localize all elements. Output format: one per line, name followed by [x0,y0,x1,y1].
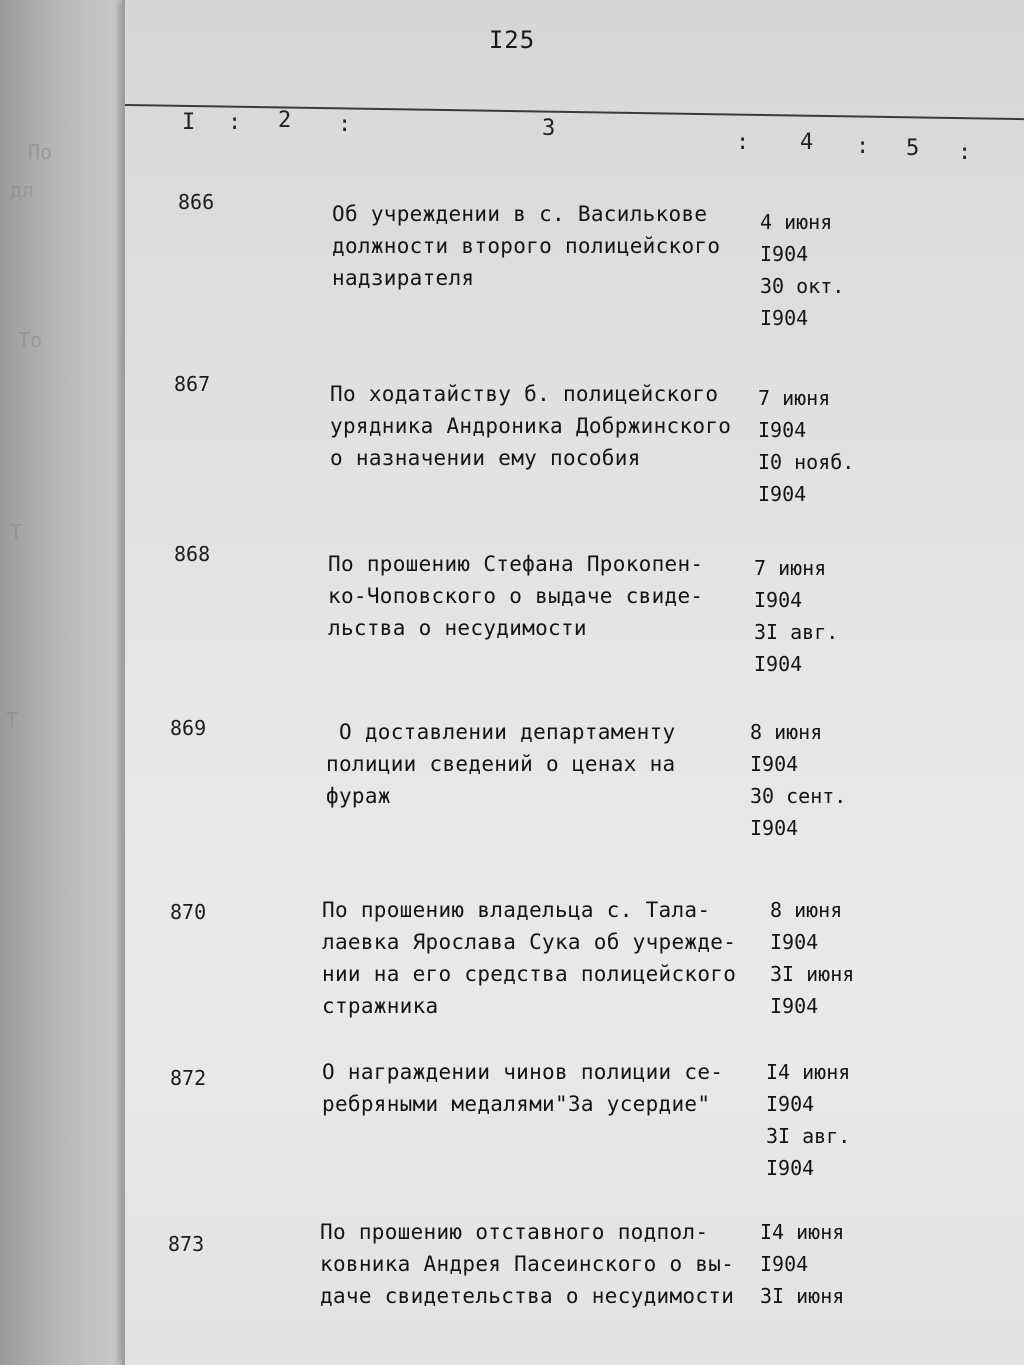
entry-number: 873 [168,1232,205,1256]
entry-date-line: I4 июня [760,1220,845,1244]
entry-title-line: должности второго полицейского [332,234,721,258]
entry-dates [754,552,838,680]
entry-date-line: 30 сент. [750,784,847,808]
entry-title-line: О доставлении департаменту [326,720,676,744]
entry-title-line: ковника Андрея Пасеинского о вы- [320,1252,735,1276]
page-number: I25 [488,26,536,54]
entry-title-line: фураж [326,784,391,808]
entry-date-line: 4 июня [760,210,833,234]
entry-date-line: 3I авг. [754,620,839,644]
entry-date-line: I904 [754,588,803,612]
column-header: 4 [800,130,814,155]
entry-title-line: полиции сведений о ценах на [326,752,676,776]
entry-number: 872 [170,1066,207,1090]
entry-date-line: 3I июня [760,1284,845,1308]
entry-title [322,1056,723,1120]
underlying-page-fragment: дл [10,178,35,202]
entry-date-line: I904 [770,994,819,1018]
entry-number: 870 [170,900,207,924]
entry-title-line: нии на его средства полицейского [322,962,737,986]
entry-number: 868 [174,542,211,566]
column-separator: : [736,130,750,155]
entry-title-line: По прошению Стефана Прокопен- [328,552,704,576]
entry-title-line: По прошению владельца с. Тала- [322,898,711,922]
entry-title-line: урядника Андроника Добржинского [330,414,732,438]
entry-date-line: I904 [758,482,807,506]
entry-date-line: 7 июня [758,386,831,410]
underlying-page-fragment: По [28,140,53,164]
underlying-page-fragment: Т [6,708,19,732]
entry-number: 866 [178,190,215,214]
column-separator: : [228,110,242,135]
entry-dates [760,206,844,334]
entry-date-line: 8 июня [750,720,823,744]
entry-title-line: надзирателя [332,266,475,290]
entry-title [320,1216,734,1312]
underlying-page-fragment: То [18,328,43,352]
column-separator: : [856,134,870,159]
sheet-edge [122,0,125,1365]
entry-number: 867 [174,372,211,396]
entry-title-line: стражника [322,994,439,1018]
entry-title-line: ко-Чоповского о выдаче свиде- [328,584,704,608]
column-separator: : [338,112,352,137]
entry-date-line: I904 [766,1156,815,1180]
entry-date-line: 3I июня [770,962,855,986]
entry-title-line: О награждении чинов полиции се- [322,1060,724,1084]
entry-title-line: лаевка Ярослава Сука об учрежде- [322,930,737,954]
entry-date-line: I0 нояб. [758,450,855,474]
entry-date-line: I4 июня [766,1060,851,1084]
entry-date-line: I904 [750,752,799,776]
entry-date-line: 8 июня [770,898,843,922]
entry-date-line: I904 [750,816,799,840]
entry-date-line: I904 [766,1092,815,1116]
entry-title [330,378,731,474]
entry-dates [770,894,854,1022]
entry-title-line: ребряными медалями"За усердие" [322,1092,711,1116]
entry-title-line: По прошению отставного подпол- [320,1220,709,1244]
entry-title-line: По ходатайству б. полицейского [330,382,719,406]
entry-dates [758,382,854,510]
entry-date-line: 7 июня [754,556,827,580]
entry-title-line: льства о несудимости [328,616,587,640]
entry-date-line: I904 [760,1252,809,1276]
entry-title [322,894,736,1022]
entry-number: 869 [170,716,207,740]
entry-title-line: Об учреждении в с. Василькове [332,202,708,226]
entry-title [328,548,703,644]
entry-date-line: I904 [770,930,819,954]
column-header: 5 [906,136,920,161]
entry-date-line: I904 [754,652,803,676]
entry-date-line: 3I авг. [766,1124,851,1148]
entry-title-line: о назначении ему пособия [330,446,641,470]
column-header: I [182,110,196,135]
column-header: 3 [542,116,556,141]
entry-date-line: 30 окт. [760,274,845,298]
entry-date-line: I904 [760,306,809,330]
entry-date-line: I904 [758,418,807,442]
entry-dates [766,1056,850,1184]
column-header: 2 [278,108,292,133]
column-separator: : [958,140,972,165]
entry-dates [750,716,846,844]
entry-date-line: I904 [760,242,809,266]
entry-title [326,716,675,812]
entry-title-line: даче свидетельства о несудимости [320,1284,735,1308]
entry-dates [760,1216,844,1312]
underlying-page-fragment: Т [10,520,23,544]
entry-title [332,198,720,294]
